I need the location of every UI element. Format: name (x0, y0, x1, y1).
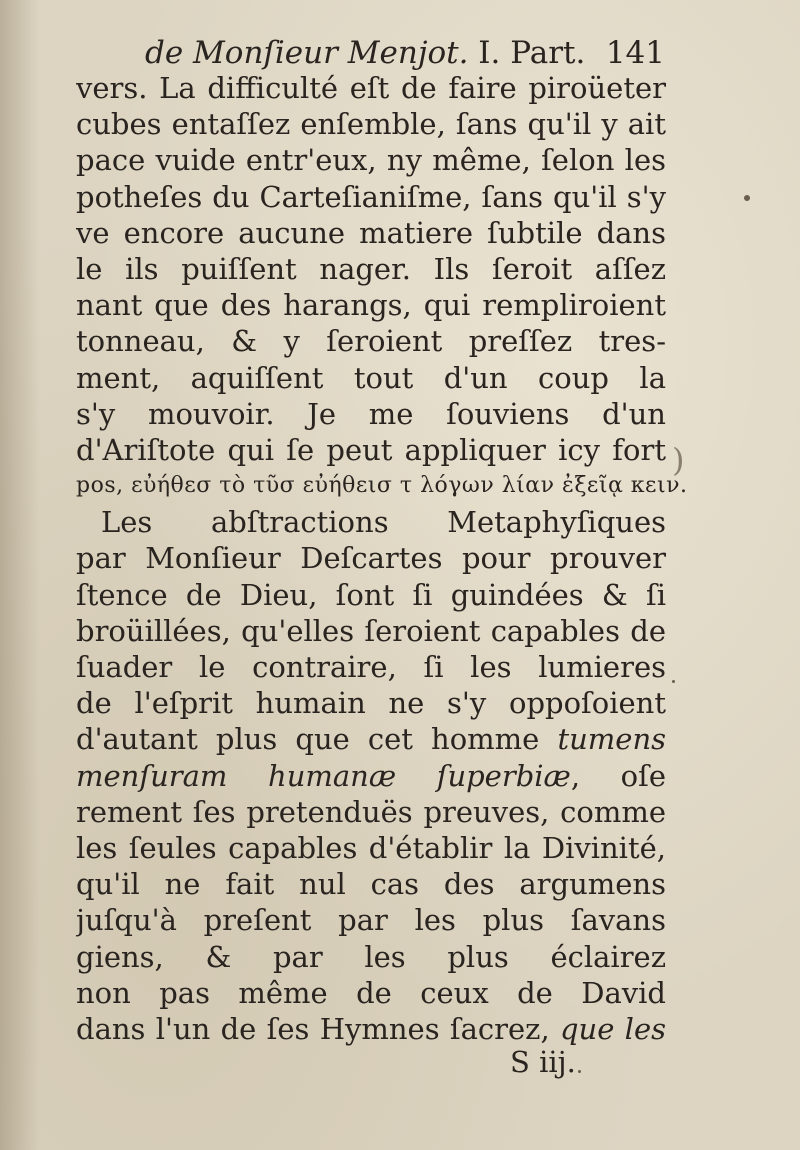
text-line: nant que des harangs, qui rempliroient (76, 288, 666, 323)
text-line: potheſes du Carteſianiſme, ſans qu'il s'y (76, 179, 666, 214)
gutter-shadow (0, 0, 40, 1150)
text-line (76, 721, 666, 757)
text-line: ve encore aucune matiere ſubtile dans (76, 215, 666, 250)
margin-mark: ) (672, 441, 685, 479)
ink-speck (744, 195, 750, 201)
page-number: 141 (605, 35, 665, 71)
text-line: vers. La difficulté eſt de faire piroüeter (76, 71, 666, 105)
greek-quotation-line: pos, εὐήθεσ τὸ τῦσ εὐήθεισ τ λόγων λίαν ἐξεῖᾳ κειν. (76, 473, 688, 499)
text-line: s'y mouvoir. Je me ſouviens d'un (76, 396, 666, 431)
text-line: de l'eſprit humain ne s'y oppoſoient (76, 686, 666, 721)
text-line: ſuader le contraire, ſi les lumieres (76, 650, 666, 684)
text-line: giens, & par les plus éclairez (76, 939, 666, 974)
page-header (145, 33, 665, 73)
text-line: par Monſieur Deſcartes pour prouver (76, 541, 666, 576)
text-line: qu'il ne fait nul cas des argumens (76, 867, 666, 902)
body-text (76, 70, 688, 1047)
text-line: d'Ariſtote qui ſe peut appliquer icy fort (76, 432, 666, 467)
text-line: ment, aquiſſent tout d'un coup la (76, 360, 666, 395)
text-line: le ils puiſſent nager. Ils ſeroit aſſez (76, 251, 666, 286)
text-line: les ſeules capables d'établir la Divinité, (76, 830, 666, 865)
text-line: broüillées, qu'elles ſeroient capables de (76, 613, 666, 648)
line-segment: dans l'un de ſes Hymnes ſacrez, (76, 1011, 550, 1046)
text-line: ſtence de Dieu, ſont ſi guindées & ſi (76, 577, 666, 612)
signature-mark: S iij. (510, 1045, 576, 1079)
latin-quotation: menſuram humanæ ſuperbiæ (76, 758, 571, 793)
text-line: pace vuide entr'eux, ny même, ſelon les (76, 143, 666, 178)
text-line: cubes entaſſez enſemble, ſans qu'il y ait (76, 107, 666, 142)
text-line (76, 1011, 666, 1047)
ink-speck (672, 680, 675, 683)
paragraph-first-line: Les abſtractions Metaphyſiques (101, 505, 666, 540)
latin-quotation: tumens (557, 722, 666, 757)
running-title: de Monſieur Menjot. (145, 35, 469, 71)
text-line: rement ſes pretenduës preuves, comme (76, 794, 666, 829)
text-line: tonneau, & y ſeroient preſſez tres- (76, 324, 666, 359)
italic-quotation: que les (559, 1011, 666, 1046)
line-segment: d'autant plus que cet homme (76, 722, 540, 757)
line-segment: , oſe (570, 758, 666, 793)
text-line: juſqu'à preſent par les plus ſavans (76, 903, 666, 938)
text-line (76, 758, 666, 794)
part-label: I. Part. (478, 35, 586, 71)
ink-speck (578, 1070, 581, 1073)
text-line: non pas même de ceux de David (76, 975, 666, 1010)
